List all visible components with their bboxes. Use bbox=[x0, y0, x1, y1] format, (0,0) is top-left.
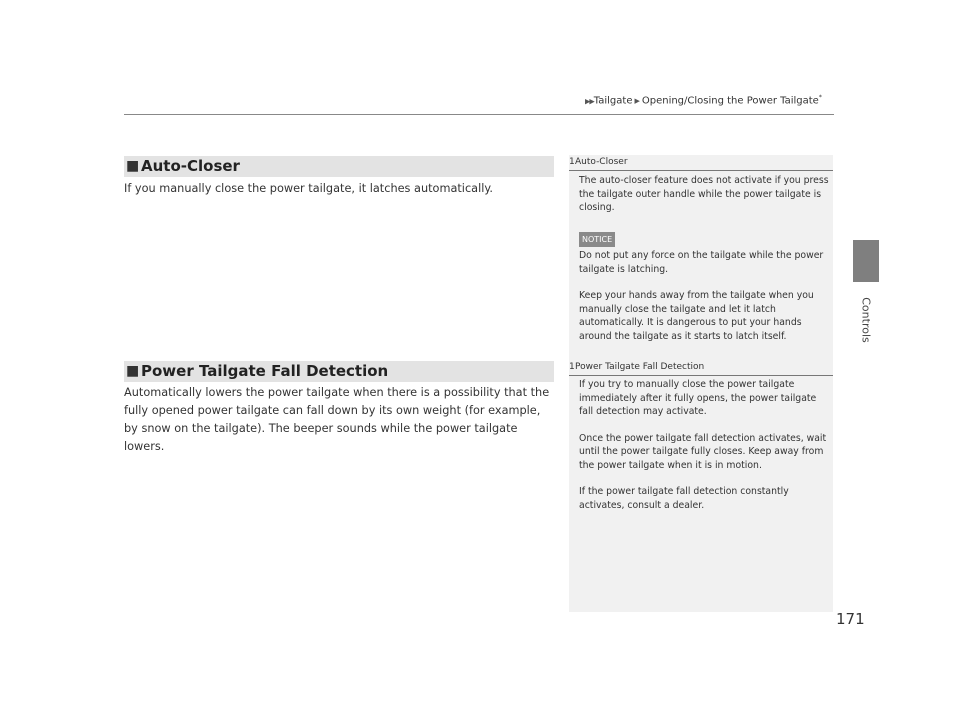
note-paragraph: The auto-closer feature does not activate if you press the tailgate outer handle while the power tailgate is closing. bbox=[579, 175, 829, 213]
chapter-tab-marker bbox=[853, 240, 879, 282]
note-title: Power Tailgate Fall Detection bbox=[575, 362, 705, 372]
chapter-tab[interactable] bbox=[849, 290, 883, 350]
breadcrumb-item-tailgate[interactable]: Tailgate bbox=[593, 95, 633, 107]
notice-badge: NOTICE bbox=[579, 232, 615, 248]
note-body-auto-closer bbox=[579, 174, 829, 343]
section-heading-auto-closer bbox=[124, 156, 554, 177]
page-number: 171 bbox=[836, 610, 865, 628]
chapter-tab-label: Controls bbox=[859, 297, 873, 343]
section-body-auto-closer: If you manually close the power tailgate, it latches automatically. bbox=[124, 182, 494, 195]
section-marker-icon: ■ bbox=[126, 158, 140, 174]
section-title: Power Tailgate Fall Detection bbox=[141, 362, 389, 380]
note-paragraph: Keep your hands away from the tailgate when you manually close the tailgate and let it latch automatically. It is dangerous to put your hands around the tailgate as it starts to latch itself. bbox=[579, 290, 814, 342]
note-title: Auto-Closer bbox=[575, 157, 628, 167]
note-heading-auto-closer bbox=[569, 156, 833, 171]
section-marker-icon: ■ bbox=[126, 363, 140, 379]
breadcrumb-separator-icon: ▶ bbox=[634, 97, 640, 106]
section-title: Auto-Closer bbox=[141, 157, 240, 175]
asterisk-mark: * bbox=[818, 94, 822, 101]
note-ref-number: 1 bbox=[569, 362, 575, 372]
breadcrumb-item-power-tailgate[interactable]: Opening/Closing the Power Tailgate bbox=[641, 95, 819, 107]
note-paragraph: If the power tailgate fall detection constantly activates, consult a dealer. bbox=[579, 486, 789, 511]
note-paragraph: If you try to manually close the power tailgate immediately after it fully opens, the power tailgate fall detection may activate. bbox=[579, 379, 817, 417]
section-heading-fall-detection bbox=[124, 361, 554, 382]
note-paragraph: Do not put any force on the tailgate while the power tailgate is latching. bbox=[579, 250, 824, 275]
breadcrumb bbox=[585, 94, 822, 106]
note-ref-number: 1 bbox=[569, 157, 575, 167]
note-body-fall-detection bbox=[579, 378, 829, 512]
note-heading-fall-detection bbox=[569, 361, 833, 376]
section-body-fall-detection: Automatically lowers the power tailgate when there is a possibility that the fully opened power tailgate can fall down by its own weight (for example, by snow on the tailgate). The beeper sounds while the power tailgate lowers. bbox=[124, 386, 550, 453]
breadcrumb-arrows-icon: ▶▶ bbox=[585, 97, 594, 106]
header-divider bbox=[124, 114, 834, 115]
note-paragraph: Once the power tailgate fall detection activates, wait until the power tailgate fully closes. Keep away from the power tailgate when it is in motion. bbox=[579, 432, 827, 471]
